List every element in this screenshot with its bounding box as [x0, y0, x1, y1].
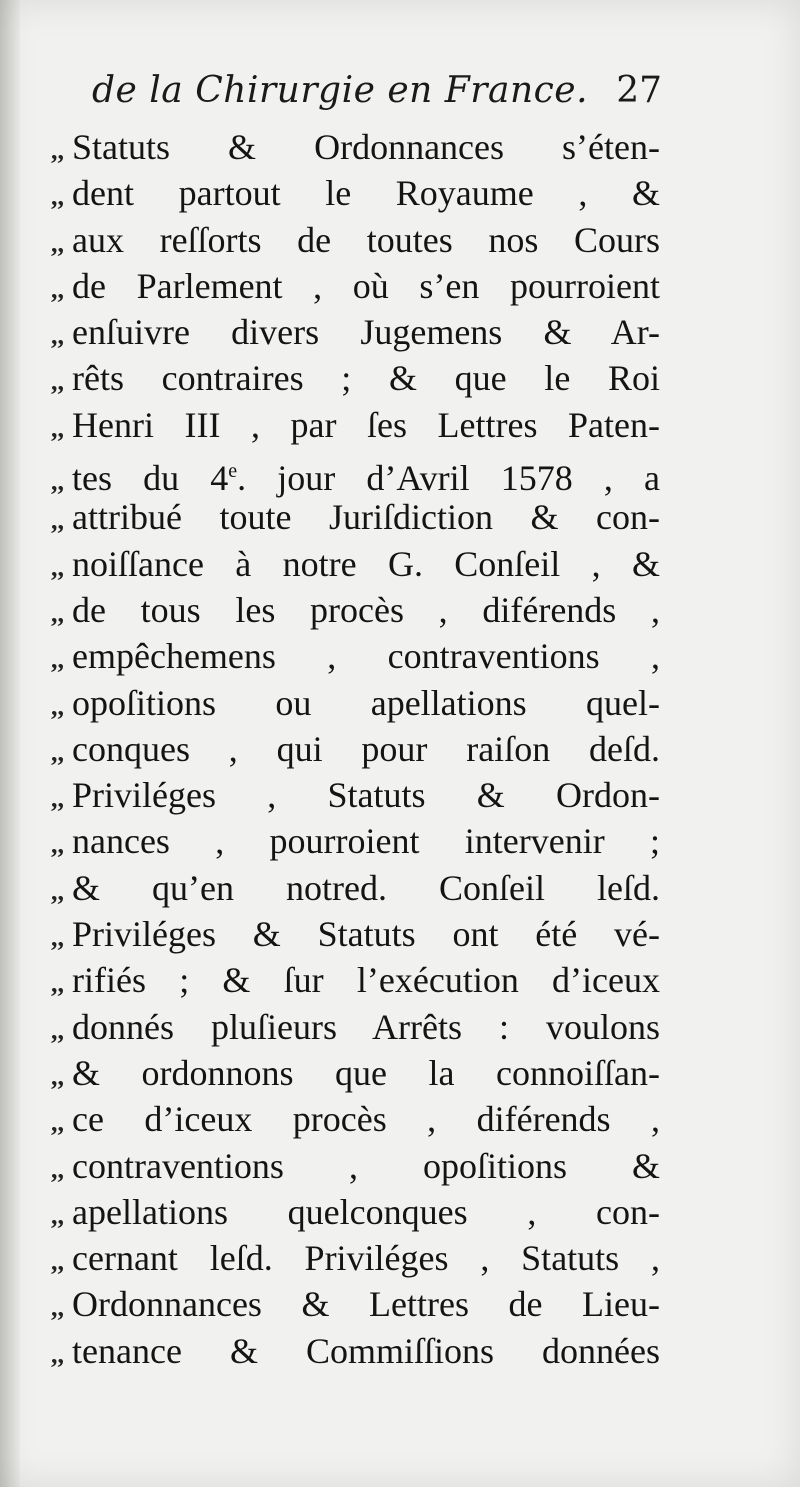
text-line — [30, 633, 660, 679]
page-gutter — [0, 0, 20, 1487]
text-line — [30, 726, 660, 772]
line-text: conques , qui pour raiſon deſd. — [72, 728, 660, 769]
text-line — [30, 355, 660, 401]
text-line — [30, 587, 660, 633]
line-text: & qu’en notred. Conſeil leſd. — [72, 867, 660, 908]
line-text: aux reſſorts de toutes nos Cours — [72, 219, 660, 260]
line-text: Priviléges & Statuts ont été vé- — [72, 914, 660, 955]
line-text: noiſſance à notre G. Conſeil , & — [72, 543, 660, 584]
line-text: Priviléges , Statuts & Ordon- — [72, 775, 660, 816]
text-line — [30, 217, 660, 263]
quote-mark: ,, — [51, 228, 64, 258]
line-text: contraventions , opoſitions & — [72, 1145, 660, 1186]
quote-mark: ,, — [51, 1200, 64, 1230]
line-text: Henri III , par ſes Lettres Paten- — [72, 404, 660, 445]
line-text: de Parlement , où s’en pourroient — [72, 265, 660, 306]
page-header — [92, 70, 662, 130]
quote-mark: ,, — [51, 598, 64, 628]
line-text: attribué toute Juriſdiction & con- — [72, 497, 660, 538]
text-line — [30, 680, 660, 726]
quote-mark: ,, — [51, 876, 64, 906]
text-line — [30, 402, 660, 448]
line-text: nances , pourroient intervenir ; — [72, 821, 660, 862]
text-line — [30, 1235, 660, 1281]
text-line — [30, 1143, 660, 1189]
text-line — [30, 309, 660, 355]
line-text: tes du 4e. jour d’Avril 1578 , a — [72, 458, 660, 499]
quote-mark: ,, — [51, 645, 64, 675]
text-line — [30, 1189, 660, 1235]
line-text: & ordonnons que la connoiſſan- — [72, 1052, 660, 1093]
quote-mark: ,, — [51, 830, 64, 860]
quote-mark: ,, — [51, 1061, 64, 1091]
line-text: empêchemens , contraventions , — [72, 636, 660, 677]
quote-mark: ,, — [51, 1154, 64, 1184]
quote-mark: ,, — [51, 1015, 64, 1045]
quote-mark: ,, — [51, 367, 64, 397]
text-line — [30, 541, 660, 587]
quote-mark: ,, — [51, 969, 64, 999]
quote-mark: ,, — [51, 506, 64, 536]
line-text: donnés pluſieurs Arrêts : voulons — [72, 1006, 660, 1047]
quote-mark: ,, — [51, 691, 64, 721]
text-line — [30, 1096, 660, 1142]
running-title: de la Chirurgie en France. — [92, 70, 589, 111]
text-line — [30, 263, 660, 309]
quote-mark: ,, — [51, 182, 64, 212]
line-text: tenance & Commiſſions données — [72, 1330, 660, 1371]
text-line — [30, 957, 660, 1003]
text-line — [30, 865, 660, 911]
quote-mark: ,, — [51, 274, 64, 304]
text-line — [30, 494, 660, 540]
text-line — [30, 1004, 660, 1050]
quote-mark: ,, — [51, 1339, 64, 1369]
text-line — [30, 170, 660, 216]
quote-mark: ,, — [51, 1293, 64, 1323]
quote-mark: ,, — [51, 413, 64, 443]
text-line — [30, 772, 660, 818]
line-text: opoſitions ou apellations quel- — [72, 682, 660, 723]
quote-mark: ,, — [51, 1247, 64, 1277]
line-text: cernant leſd. Priviléges , Statuts , — [72, 1238, 660, 1279]
line-text: Ordonnances & Lettres de Lieu- — [72, 1284, 660, 1325]
line-text: rêts contraires ; & que le Roi — [72, 358, 660, 399]
line-text: rifiés ; & ſur l’exécution d’iceux — [72, 960, 660, 1001]
line-text: Statuts & Ordonnances s’éten- — [72, 127, 660, 167]
line-text: ce d’iceux procès , diférends , — [72, 1099, 660, 1140]
quote-mark: ,, — [51, 737, 64, 767]
line-text: apellations quelconques , con- — [72, 1191, 660, 1232]
text-line — [30, 1328, 660, 1374]
text-line — [30, 818, 660, 864]
quote-mark: ,, — [51, 1108, 64, 1138]
page-number: 27 — [616, 70, 662, 111]
line-text: de tous les procès , diférends , — [72, 589, 660, 630]
text-line — [30, 911, 660, 957]
quote-mark: ,, — [51, 136, 64, 165]
text-line — [30, 1050, 660, 1096]
quote-mark: ,, — [51, 552, 64, 582]
text-line — [30, 124, 660, 170]
body-text — [30, 124, 660, 1374]
quote-mark: ,, — [51, 923, 64, 953]
quote-mark: ,, — [51, 467, 64, 497]
line-text: dent partout le Royaume , & — [72, 173, 660, 214]
line-text: enſuivre divers Jugemens & Ar- — [72, 312, 660, 353]
quote-mark: ,, — [51, 321, 64, 351]
text-line — [30, 448, 660, 499]
text-line — [30, 1281, 660, 1327]
quote-mark: ,, — [51, 784, 64, 814]
